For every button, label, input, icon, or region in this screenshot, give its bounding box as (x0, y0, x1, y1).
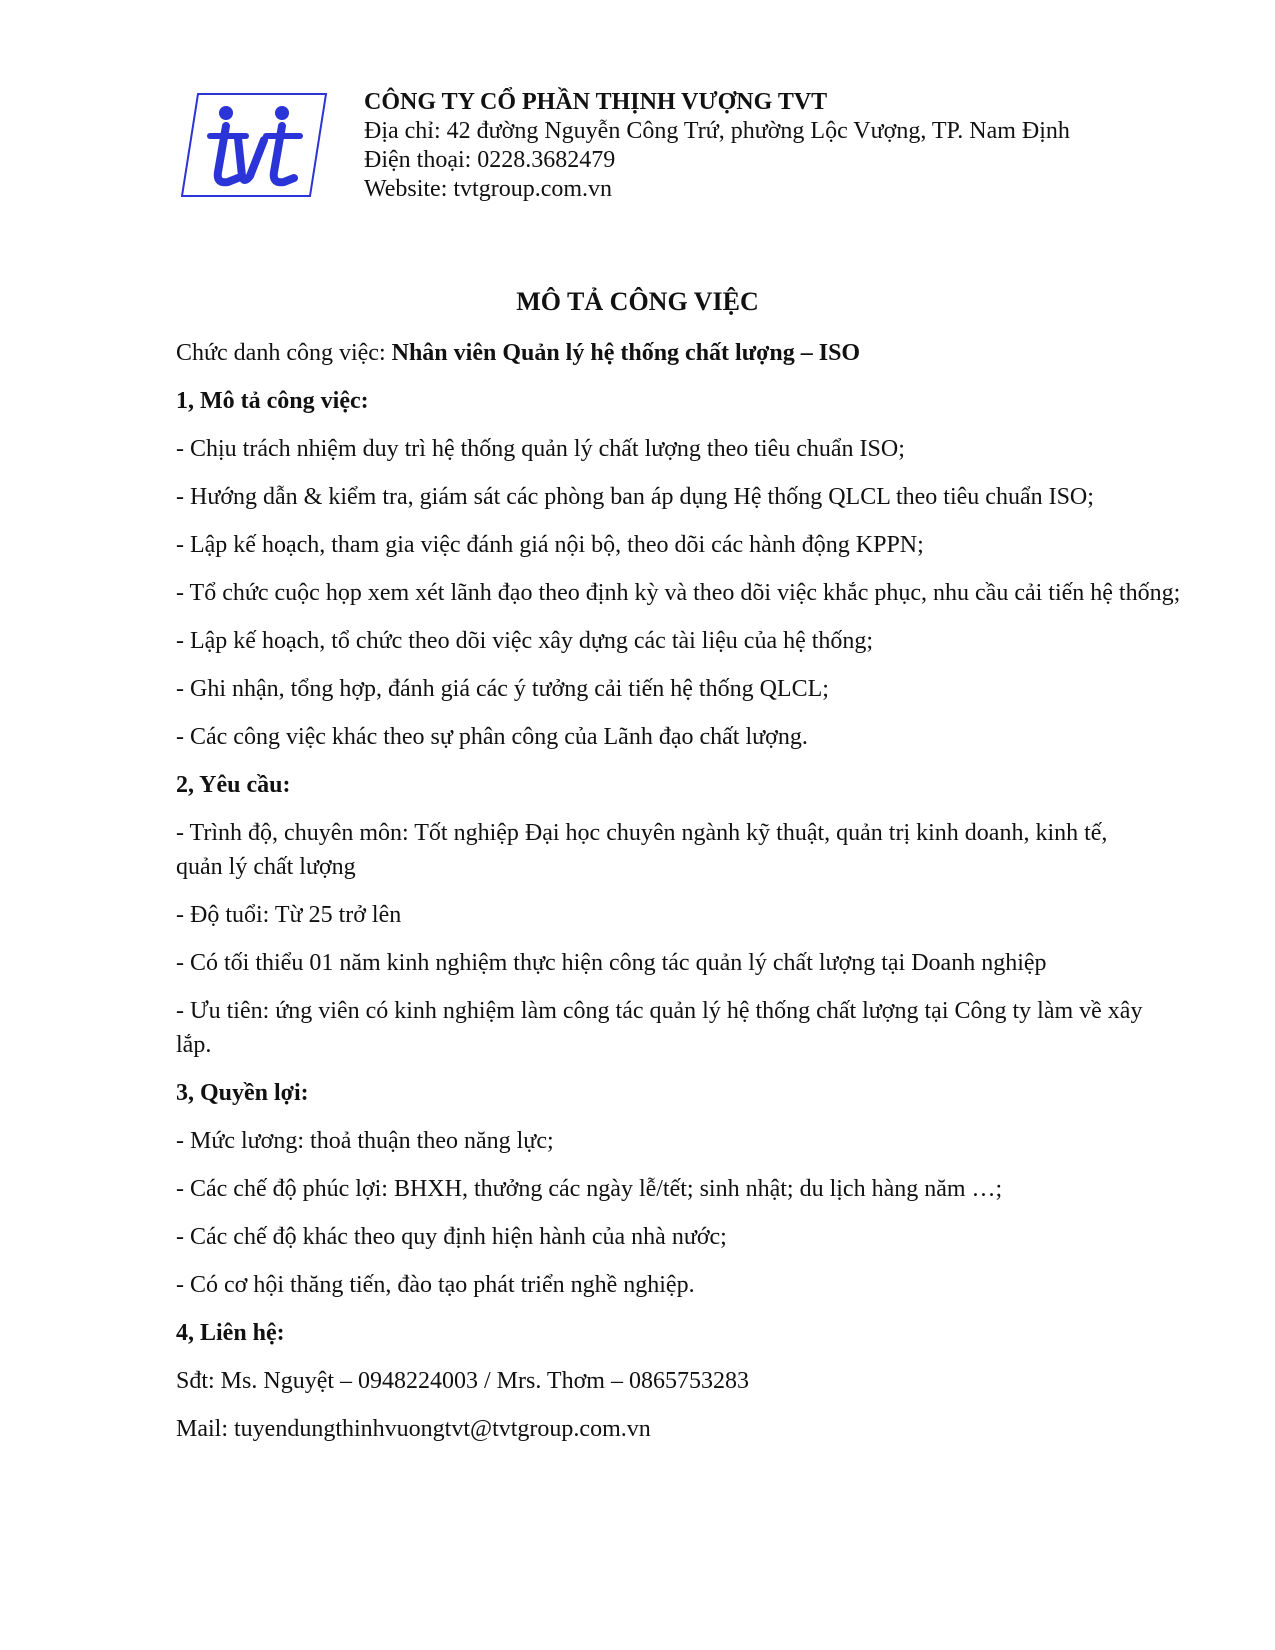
contact-phone: Sđt: Ms. Nguyệt – 0948224003 / Mrs. Thơm – 0865753283 (176, 1368, 749, 1394)
company-logo (180, 92, 328, 198)
description-item: - Chịu trách nhiệm duy trì hệ thống quản lý chất lượng theo tiêu chuẩn ISO; (176, 436, 905, 462)
company-info (364, 88, 1070, 204)
company-address: Địa chỉ: 42 đường Nguyễn Công Trứ, phường Lộc Vượng, TP. Nam Định (364, 118, 1070, 144)
description-item: - Hướng dẫn & kiểm tra, giám sát các phòng ban áp dụng Hệ thống QLCL theo tiêu chuẩn ISO; (176, 484, 1094, 510)
job-title-value: Nhân viên Quản lý hệ thống chất lượng – ISO (391, 340, 861, 366)
section-heading-contact: 4, Liên hệ: (176, 1320, 285, 1346)
company-website: Website: tvtgroup.com.vn (364, 176, 613, 202)
section-heading-benefits: 3, Quyền lợi: (176, 1080, 309, 1106)
description-item: - Tổ chức cuộc họp xem xét lãnh đạo theo định kỳ và theo dõi việc khắc phục, nhu cầu cải tiến hệ thống; (176, 580, 1181, 606)
job-title-line (176, 336, 1184, 370)
document-body (176, 336, 1184, 1460)
section-heading-description: 1, Mô tả công việc: (176, 388, 369, 414)
company-name: CÔNG TY CỔ PHẦN THỊNH VƯỢNG TVT (364, 89, 828, 115)
benefit-item: - Các chế độ khác theo quy định hiện hành của nhà nước; (176, 1224, 727, 1250)
description-item: - Lập kế hoạch, tham gia việc đánh giá nội bộ, theo dõi các hành động KPPN; (176, 532, 924, 558)
job-title-label: Chức danh công việc: (176, 340, 392, 366)
requirement-item: - Độ tuổi: Từ 25 trở lên (176, 902, 402, 928)
requirement-item: - Có tối thiểu 01 năm kinh nghiệm thực hiện công tác quản lý chất lượng tại Doanh nghiệp (176, 950, 1047, 976)
document-title: MÔ TẢ CÔNG VIỆC (516, 287, 759, 316)
benefit-item: - Mức lương: thoả thuận theo năng lực; (176, 1128, 554, 1154)
section-heading-requirements: 2, Yêu cầu: (176, 772, 291, 798)
description-item: - Lập kế hoạch, tổ chức theo dõi việc xây dựng các tài liệu của hệ thống; (176, 628, 874, 654)
description-item: - Ghi nhận, tổng hợp, đánh giá các ý tưởng cải tiến hệ thống QLCL; (176, 676, 829, 702)
company-phone: Điện thoại: 0228.3682479 (364, 147, 616, 173)
requirement-item: - Trình độ, chuyên môn: Tốt nghiệp Đại học chuyên ngành kỹ thuật, quản trị kinh doanh, kinh tế, quản lý chất lượng (176, 820, 1108, 880)
benefit-item: - Các chế độ phúc lợi: BHXH, thưởng các ngày lễ/tết; sinh nhật; du lịch hàng năm …; (176, 1176, 1003, 1202)
contact-mail: Mail: tuyendungthinhvuongtvt@tvtgroup.com.vn (176, 1416, 651, 1442)
requirement-item: - Ưu tiên: ứng viên có kinh nghiệm làm công tác quản lý hệ thống chất lượng tại Công ty làm về xây lắp. (176, 998, 1143, 1058)
description-item: - Các công việc khác theo sự phân công của Lãnh đạo chất lượng. (176, 724, 808, 750)
logo-graphic (180, 92, 328, 198)
benefit-item: - Có cơ hội thăng tiến, đào tạo phát triển nghề nghiệp. (176, 1272, 695, 1298)
